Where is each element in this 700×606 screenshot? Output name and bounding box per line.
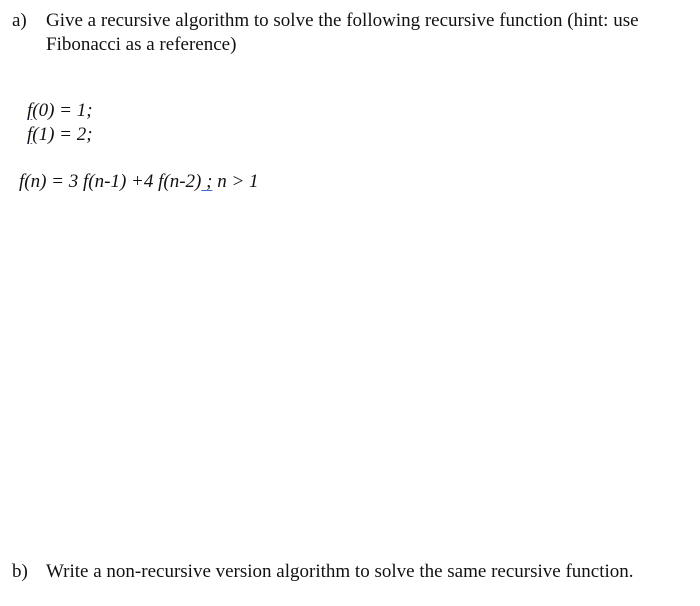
question-b-label: b) bbox=[12, 561, 28, 582]
formula-recurrence-condition: n > 1 bbox=[212, 171, 259, 192]
formula-f1-function: f bbox=[27, 124, 33, 145]
question-b-text: Write a non-recursive version algorithm to solve the same recursive function. bbox=[46, 561, 634, 582]
question-a-line-2: Fibonacci as a reference) bbox=[46, 34, 237, 55]
formula-f1-rest: (1) = 2; bbox=[32, 124, 93, 145]
question-a-label: a) bbox=[12, 10, 27, 31]
formula-f0-function: f bbox=[27, 100, 33, 121]
formula-f0 bbox=[27, 100, 93, 122]
formula-recurrence-separator: ; bbox=[201, 171, 213, 192]
question-a-line-1: Give a recursive algorithm to solve the following recursive function (hint: use bbox=[46, 10, 639, 31]
formula-f0-rest: (0) = 1; bbox=[32, 100, 93, 121]
formula-recurrence-main: f(n) = 3 f(n-1) +4 f(n-2) bbox=[19, 171, 202, 192]
formula-recurrence bbox=[19, 171, 259, 193]
formula-f1 bbox=[27, 124, 93, 146]
